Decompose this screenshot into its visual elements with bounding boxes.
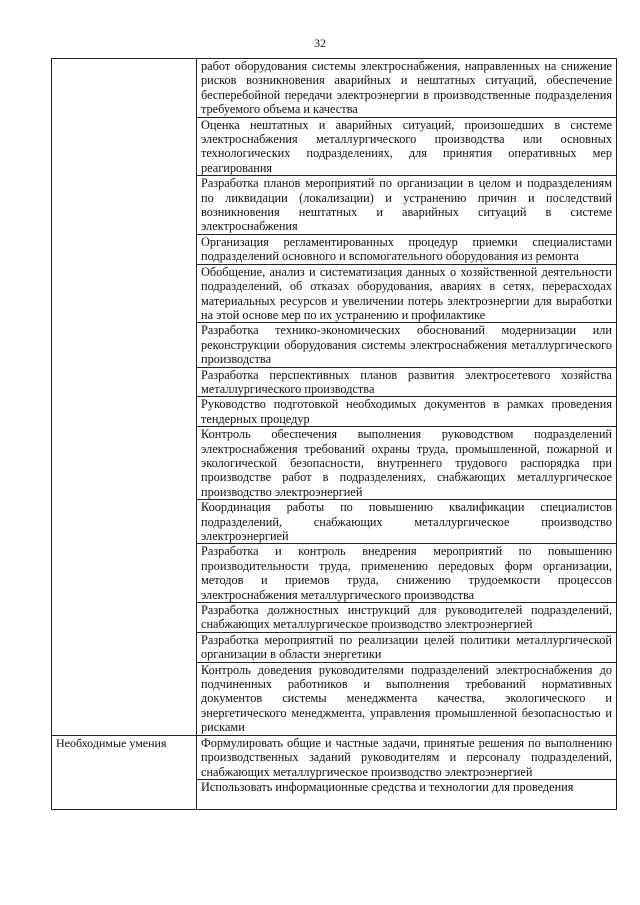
function-item-text: Разработка мероприятий по реализации целей политики металлургической организации в области энергетики xyxy=(201,632,612,662)
function-item xyxy=(197,176,617,235)
function-item xyxy=(197,735,617,779)
function-item xyxy=(197,397,617,427)
function-item-text: Контроль доведения руководителями подразделений электроснабжения до подчиненных работников и выполнения требований нормативных документов системы менеджмента качества, экологического и энергетического менеджмента, управления промышленной безопасностью и рисками xyxy=(201,662,612,735)
function-item xyxy=(197,323,617,367)
function-item-text: работ оборудования системы электроснабжения, направленных на снижение рисков возникновения аварийных и нештатных ситуаций, обеспечение бесперебойной передачи электроэнергии в производственные подразделения требуемого объема и качества xyxy=(201,59,612,117)
function-item xyxy=(197,662,617,735)
function-item-text: Разработка и контроль внедрения мероприятий по повышению производительности труда, применению передовых форм организации, методов и приемов труда, снижению трудоемкости процессов электроснабжения металлургического производства xyxy=(201,544,612,602)
function-item xyxy=(197,427,617,500)
function-item xyxy=(197,500,617,544)
function-item xyxy=(197,264,617,323)
function-item-text: Разработка технико-экономических обоснований модернизации или реконструкции оборудования системы электроснабжения металлургического производства xyxy=(201,323,612,367)
function-item xyxy=(197,603,617,633)
table-row xyxy=(52,59,617,118)
function-item xyxy=(197,59,617,118)
function-item-text: Разработка должностных инструкций для руководителей подразделений, снабжающих металлургическое производство электроэнергией xyxy=(201,603,612,632)
function-item-text: Оценка нештатных и аварийных ситуаций, произошедших в системе электроснабжения металлургического производства или основных технологических подразделениях, для принятия оперативных мер реагирования xyxy=(201,117,612,175)
function-item xyxy=(197,234,617,264)
page-number: 32 xyxy=(314,36,326,50)
qualification-table xyxy=(51,58,617,810)
function-item xyxy=(197,367,617,397)
function-item-text: Обобщение, анализ и систематизация данных о хозяйственной деятельности подразделений, об отказах оборудования, авариях в сетях, перерасходах материальных ресурсов и увеличении потерь электроэнергии для выработки на этой основе мер по их устранению и профилактике xyxy=(201,264,612,322)
function-item xyxy=(197,544,617,603)
function-item-text: Разработка перспективных планов развития электросетевого хозяйства металлургического производства xyxy=(201,367,612,396)
function-item-text: Использовать информационные средства и технологии для проведения xyxy=(201,779,574,794)
function-item xyxy=(197,779,617,809)
function-item-text: Контроль обеспечения выполнения руководством подразделений электроснабжения требований охраны труда, промышленной, пожарной и экологической безопасности, внутреннего трудового распорядка при производстве работ в подразделениях, снабжающих металлургическое производство электроэнергией xyxy=(201,427,612,499)
function-item-text: Формулировать общие и частные задачи, принятые решения по выполнению производственных заданий руководителям и персоналу подразделений, снабжающих металлургическое производство электроэнергией xyxy=(201,735,612,779)
section-label xyxy=(52,59,197,736)
section-label: Необходимые умения xyxy=(52,735,197,810)
function-item-text: Разработка планов мероприятий по организации в целом и подразделениям по ликвидации (локализации) и устранению причин и последствий возникновения нештатных и аварийных ситуаций в системе электроснабжения xyxy=(201,176,612,234)
table-row xyxy=(52,735,617,779)
function-item-text: Организация регламентированных процедур приемки специалистами подразделений основного и вспомогательного оборудования из ремонта xyxy=(201,234,612,264)
row-continuation xyxy=(201,796,612,809)
function-item-text: Руководство подготовкой необходимых документов в рамках проведения тендерных процедур xyxy=(201,397,612,426)
function-item xyxy=(197,117,617,176)
function-item xyxy=(197,632,617,662)
function-item-text: Координация работы по повышению квалификации специалистов подразделений, снабжающих металлургическое производство электроэнергией xyxy=(201,500,612,543)
